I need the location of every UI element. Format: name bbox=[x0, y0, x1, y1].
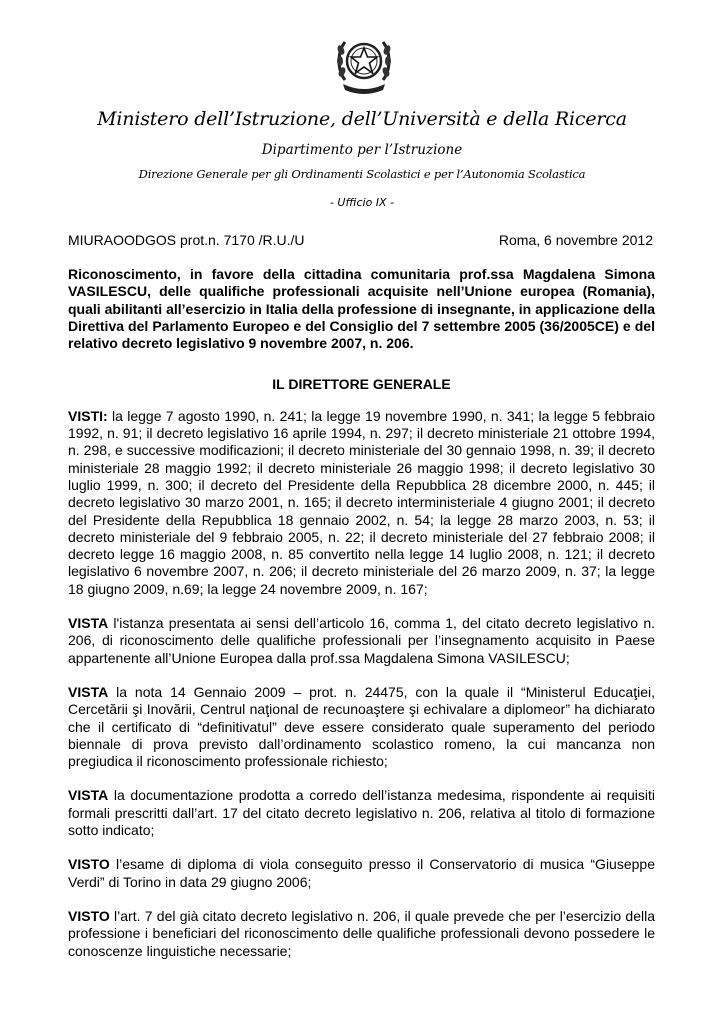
section-heading: IL DIRETTORE GENERALE bbox=[272, 376, 451, 393]
paragraph-keyword: VISTI: bbox=[68, 407, 108, 424]
paragraph-keyword: VISTA bbox=[68, 683, 109, 700]
paragraph-keyword: VISTO bbox=[68, 907, 110, 924]
paragraph-vista-istanza bbox=[68, 615, 655, 667]
protocol-number: MIURAOODGOS prot.n. 7170 /R.U./U bbox=[68, 232, 305, 248]
paragraph-text: l’art. 7 del già citato decreto legislativo n. 206, il quale prevede che per l’esercizio della professione i beneficiari del riconoscimento delle qualifiche professionali devono possedere le conoscenze linguistiche necessarie; bbox=[68, 907, 655, 959]
paragraph-text: la legge 7 agosto 1990, n. 241; la legge 19 novembre 1990, n. 341; la legge 5 febbraio 1992, n. 91; il decreto legislativo 16 aprile 1994, n. 297; il decreto ministeriale 21 ottobre 1994, n. 298, e successive modificazioni; il decreto ministeriale del 30 gennaio 1998, n. 39; il decreto ministeriale 28 maggio 1992; il decreto ministeriale 26 maggio 1998; il decreto legislativo 30 luglio 1999, n. 300; il decreto del Presidente della Repubblica 28 dicembre 2000, n. 445; il decreto legislativo 30 marzo 2001, n. 165; il decreto interministeriale 4 giugno 2001; il decreto del Presidente della Repubblica 18 gennaio 2002, n. 54; la legge 28 marzo 2003, n. 53; il decreto ministeriale del 9 febbraio 2005, n. 22; il decreto ministeriale del 27 febbraio 2008; il decreto legge 16 maggio 2008, n. 85 convertito nella legge 14 luglio 2008, n. 121; il decreto legislativo 6 novembre 2007, n. 206; il decreto ministeriale del 26 marzo 2009, n. 37; la legge 18 giugno 2009, n.69; la legge 24 novembre 2009, n. 167; bbox=[68, 407, 655, 597]
subject: Riconoscimento, in favore della cittadina comunitaria prof.ssa Magdalena Simona VASILESCU, delle qualifiche professionali acquisite nell’Unione europea (Romania), quali abilitanti all’esercizio in Italia della professione di insegnante, in applicazione della Direttiva del Parlamento Europeo e del Consiglio del 7 settembre 2005 (36/2005CE) e del relativo decreto legislativo 9 novembre 2007, n. 206. bbox=[68, 266, 655, 352]
document-body bbox=[68, 266, 655, 977]
paragraph-text: l’esame di diploma di viola conseguito presso il Conservatorio di musica “Giuseppe Verdi” di Torino in data 29 giugno 2006; bbox=[68, 856, 655, 890]
paragraph-visti bbox=[68, 408, 655, 598]
protocol-line bbox=[68, 232, 653, 248]
paragraph-keyword: VISTO bbox=[68, 856, 110, 873]
office-name: - Ufficio IX - bbox=[329, 196, 395, 209]
place-date: Roma, 6 novembre 2012 bbox=[498, 232, 653, 248]
paragraph-text: l'istanza presentata ai sensi dell’articolo 16, comma 1, del citato decreto legislativo n. 206, di riconoscimento delle qualifiche professionali per l’insegnamento acquisito in Paese appartenente all’Unione Europea dalla prof.ssa Magdalena Simona VASILESCU; bbox=[68, 615, 655, 666]
paragraph-visto-art7 bbox=[68, 908, 655, 960]
paragraph-vista-documentazione bbox=[68, 787, 655, 839]
italian-republic-emblem-icon bbox=[335, 30, 393, 96]
paragraph-keyword: VISTA bbox=[68, 787, 109, 804]
department-name: Dipartimento per l’Istruzione bbox=[261, 142, 463, 158]
paragraph-text: la nota 14 Gennaio 2009 – prot. n. 24475, con la quale il “Ministerul Educaţiei, Cercetării şi Inovării, Centrul naţional de recunoaştere şi echivalare a diplomeor” ha dichiarato che il certificato di “definitivatul” deve essere considerato quale superamento del periodo biennale di prova previsto dall’ordinamento scolastico romeno, la cui mancanza non pregiudica il riconoscimento professionale richiesto; bbox=[68, 683, 655, 770]
direction-name: Direzione Generale per gli Ordinamenti Scolastici e per l’Autonomia Scolastica bbox=[138, 167, 586, 181]
ministry-name: Ministero dell’Istruzione, dell’Università e della Ricerca bbox=[97, 108, 627, 130]
paragraph-visto-esame bbox=[68, 856, 655, 891]
paragraph-vista-nota bbox=[68, 684, 655, 770]
paragraph-text: la documentazione prodotta a corredo dell’istanza medesima, rispondente ai requisiti formali prescritti dall’art. 17 del citato decreto legislativo n. 206, relativa al titolo di formazione sotto indicato; bbox=[68, 787, 655, 839]
paragraph-keyword: VISTA bbox=[68, 615, 109, 632]
